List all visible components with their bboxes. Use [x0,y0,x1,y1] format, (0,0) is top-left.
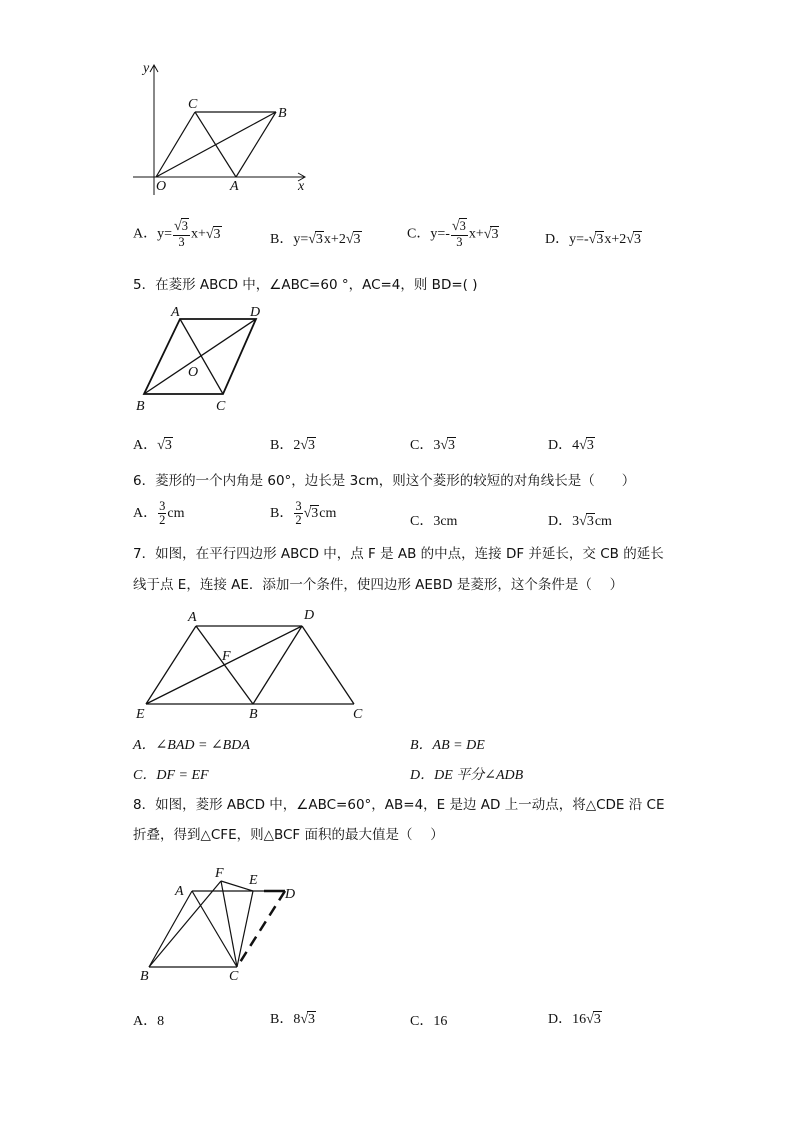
q8-figure [130,860,310,985]
q8-point-b: B [140,969,149,984]
q7-option-a[interactable]: A．∠BAD = ∠BDA [133,738,250,753]
q5-point-c: C [216,399,226,414]
q4-axis-x-label: x [298,179,305,194]
q7-point-a: A [188,610,197,625]
q8-point-a: A [175,884,184,899]
q5-point-d: D [250,305,261,320]
q6-option-c[interactable]: C．3cm [410,514,458,529]
q8-point-d: D [285,887,296,902]
q7-point-f: F [222,649,231,664]
q7-option-d[interactable]: D．DE 平分∠ADB [410,768,524,783]
q7-figure [130,605,375,723]
q5-stem: 5．在菱形 ABCD 中，∠ABC=60 °，AC=4，则 BD=( ) [133,277,478,293]
q7-point-d: D [304,608,315,623]
q5-option-b[interactable]: B．2√3 [270,438,316,453]
q8-point-f: F [215,866,224,881]
q4-option-a[interactable]: A．y= $\frac{√3}{3}$ x+√3 [133,219,221,249]
q4-option-d[interactable]: D．y=-√3x+2√3 [545,232,641,247]
q7-option-c[interactable]: C．DF = EF [133,768,209,783]
q4-figure [125,55,325,200]
q7-stem-line1: 7．如图，在平行四边形 ABCD 中，点 F 是 AB 的中点，连接 DF 并延长，交 CB 的延长 [133,546,664,562]
q4-point-o: O [156,179,167,194]
q7-stem-line2: 线于点 E，连接 AE．添加一个条件，使四边形 AEBD 是菱形，这个条件是（ ） [133,577,624,593]
q6-stem: 6．菱形的一个内角是 60°，边长是 3cm，则这个菱形的较短的对角线长是（ ） [133,473,636,489]
q8-point-e: E [249,873,258,888]
q4-option-b[interactable]: B．y=√3x+2√3 [270,232,361,247]
q8-option-d[interactable]: D．16√3 [548,1012,601,1027]
q4-axis-y-label: y [143,61,150,76]
q5-point-a: A [171,305,180,320]
q8-option-c[interactable]: C．16 [410,1014,448,1029]
q7-point-c: C [353,707,363,722]
q8-option-b[interactable]: B．8√3 [270,1012,316,1027]
q6-option-b[interactable]: B． $\frac{3}{2}$ √3cm [270,499,337,528]
q5-option-c[interactable]: C．3√3 [410,438,456,453]
q5-point-o: O [188,365,199,380]
q7-point-e: E [136,707,145,722]
q8-stem-line2: 折叠，得到△CFE，则△BCF 面积的最大值是（ ） [133,827,444,843]
q7-point-b: B [249,707,258,722]
q6-option-a[interactable]: A． $\frac{3}{2}$ cm [133,499,185,528]
q4-point-c: C [188,97,198,112]
q5-point-b: B [136,399,145,414]
q8-point-c: C [229,969,239,984]
q7-option-b[interactable]: B．AB = DE [410,738,485,753]
q8-option-a[interactable]: A．8 [133,1014,165,1029]
q4-point-a: A [230,179,239,194]
q4-point-b: B [278,106,287,121]
q4-option-c[interactable]: C．y=- $\frac{√3}{3}$ x+√3 [407,219,499,249]
q6-option-d[interactable]: D．3√3cm [548,514,612,529]
q5-option-d[interactable]: D．4√3 [548,438,594,453]
q5-option-a[interactable]: A．√3 [133,438,172,453]
q5-figure [130,303,280,415]
q8-stem-line1: 8．如图，菱形 ABCD 中，∠ABC=60°，AB=4，E 是边 AD 上一动点，将△CDE 沿 CE [133,797,665,813]
